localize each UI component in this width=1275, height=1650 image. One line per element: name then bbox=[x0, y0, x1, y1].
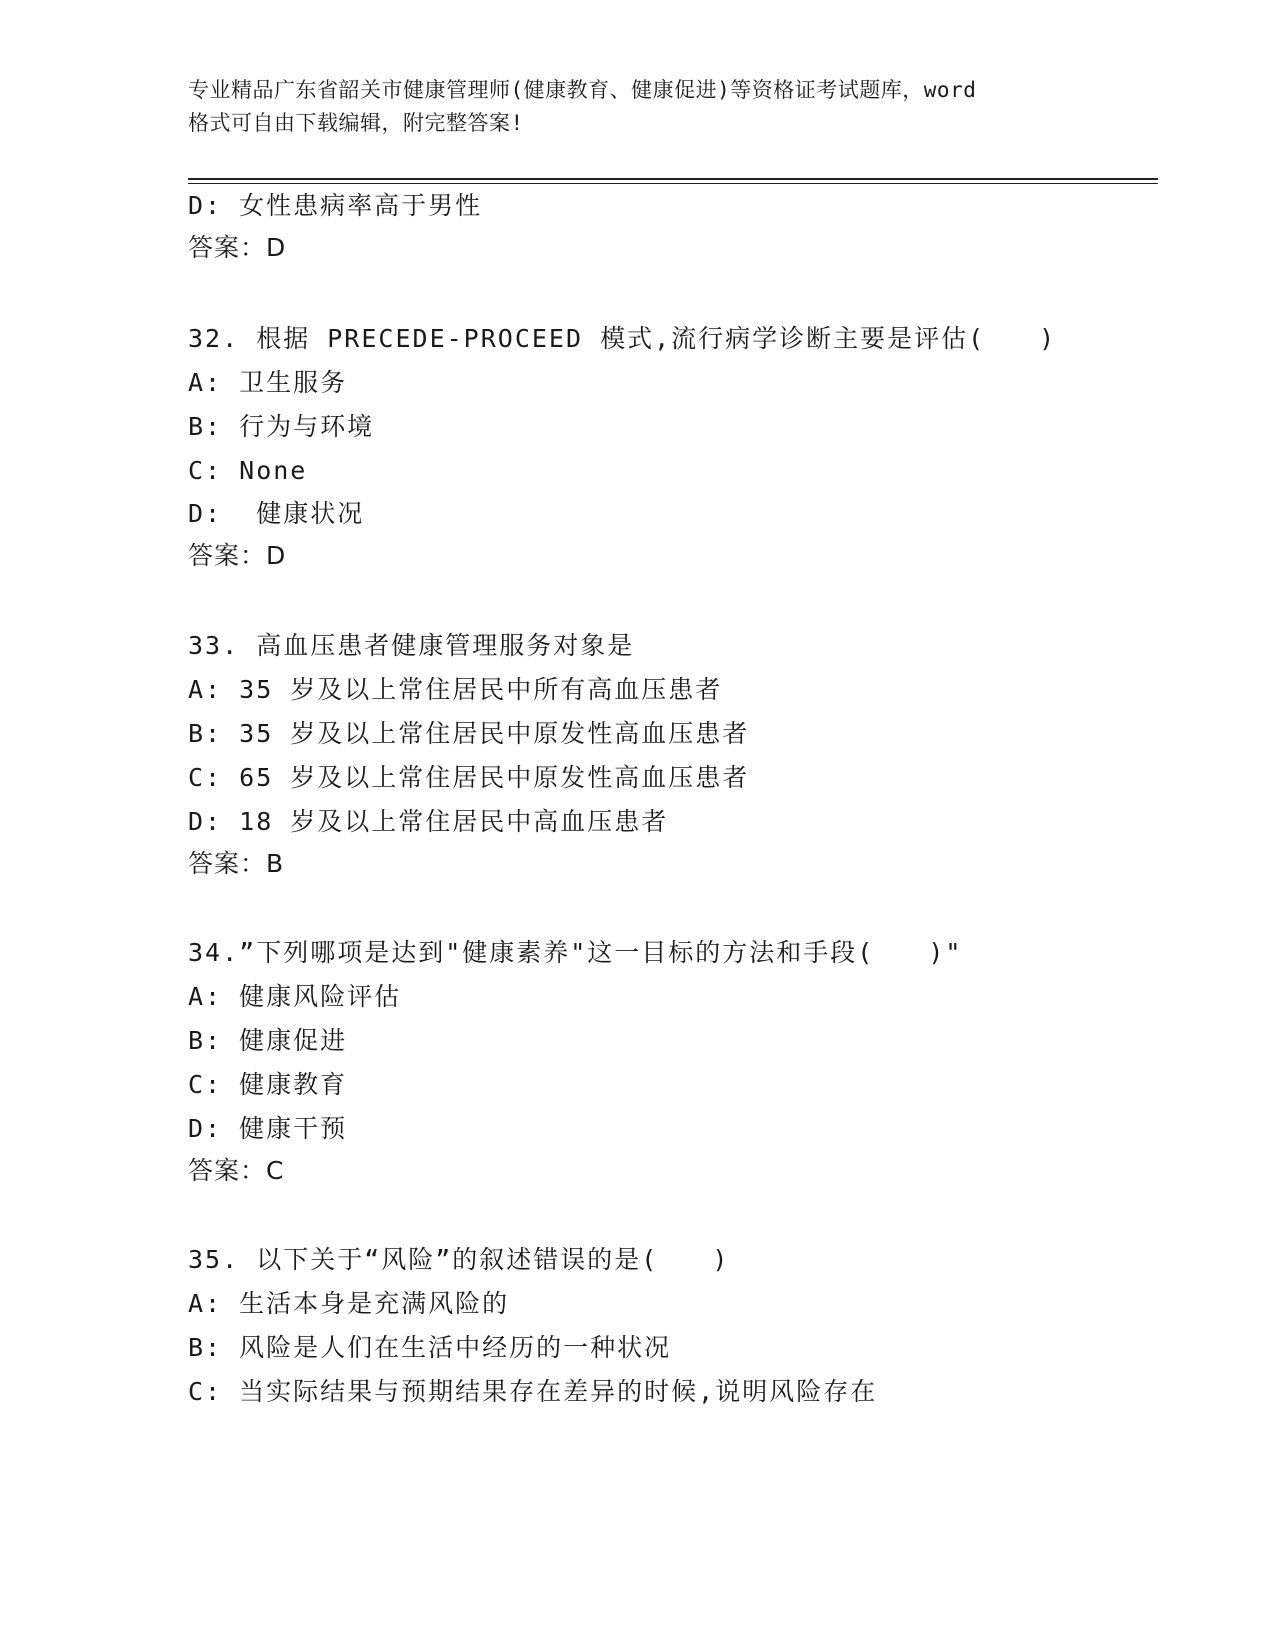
option-b: B: 行为与环境 bbox=[188, 412, 375, 441]
document-header bbox=[188, 74, 1088, 140]
question-stem-34: 34.”下列哪项是达到"健康素养"这一目标的方法和手段( )" bbox=[188, 938, 963, 967]
option-d: D: 18 岁及以上常住居民中高血压患者 bbox=[188, 807, 669, 836]
header-divider-bottom bbox=[188, 183, 1158, 184]
answer-line: 答案：B bbox=[188, 849, 285, 878]
option-b: B: 风险是人们在生活中经历的一种状况 bbox=[188, 1333, 672, 1362]
header-line-2: 格式可自由下载编辑，附完整答案! bbox=[188, 111, 524, 135]
question-stem-32: 32. 根据 PRECEDE-PROCEED 模式,流行病学诊断主要是评估( ) bbox=[188, 324, 1057, 353]
question-stem-35: 35. 以下关于“风险”的叙述错误的是( ) bbox=[188, 1245, 730, 1274]
option-c: C: 65 岁及以上常住居民中原发性高血压患者 bbox=[188, 763, 750, 792]
option-a: A: 35 岁及以上常住居民中所有高血压患者 bbox=[188, 675, 723, 704]
option-d: D: 健康干预 bbox=[188, 1114, 348, 1143]
answer-line: 答案：D bbox=[188, 233, 287, 262]
option-b: B: 35 岁及以上常住居民中原发性高血压患者 bbox=[188, 719, 750, 748]
question-stem-33: 33. 高血压患者健康管理服务对象是 bbox=[188, 631, 635, 660]
option-a: A: 生活本身是充满风险的 bbox=[188, 1289, 510, 1318]
option-b: B: 健康促进 bbox=[188, 1026, 348, 1055]
option-c: C: None bbox=[188, 456, 308, 485]
answer-line: 答案：C bbox=[188, 1156, 285, 1185]
option-d: D: 健康状况 bbox=[188, 499, 365, 528]
answer-line: 答案：D bbox=[188, 541, 287, 570]
header-line-1: 专业精品广东省韶关市健康管理师(健康教育、健康促进)等资格证考试题库，word bbox=[188, 78, 977, 102]
option-c: C: 当实际结果与预期结果存在差异的时候,说明风险存在 bbox=[188, 1377, 878, 1406]
header-divider-top bbox=[188, 178, 1158, 180]
option-a: A: 卫生服务 bbox=[188, 368, 348, 397]
option-c: C: 健康教育 bbox=[188, 1070, 348, 1099]
option-a: A: 健康风险评估 bbox=[188, 982, 402, 1011]
option-d: D: 女性患病率高于男性 bbox=[188, 191, 483, 220]
